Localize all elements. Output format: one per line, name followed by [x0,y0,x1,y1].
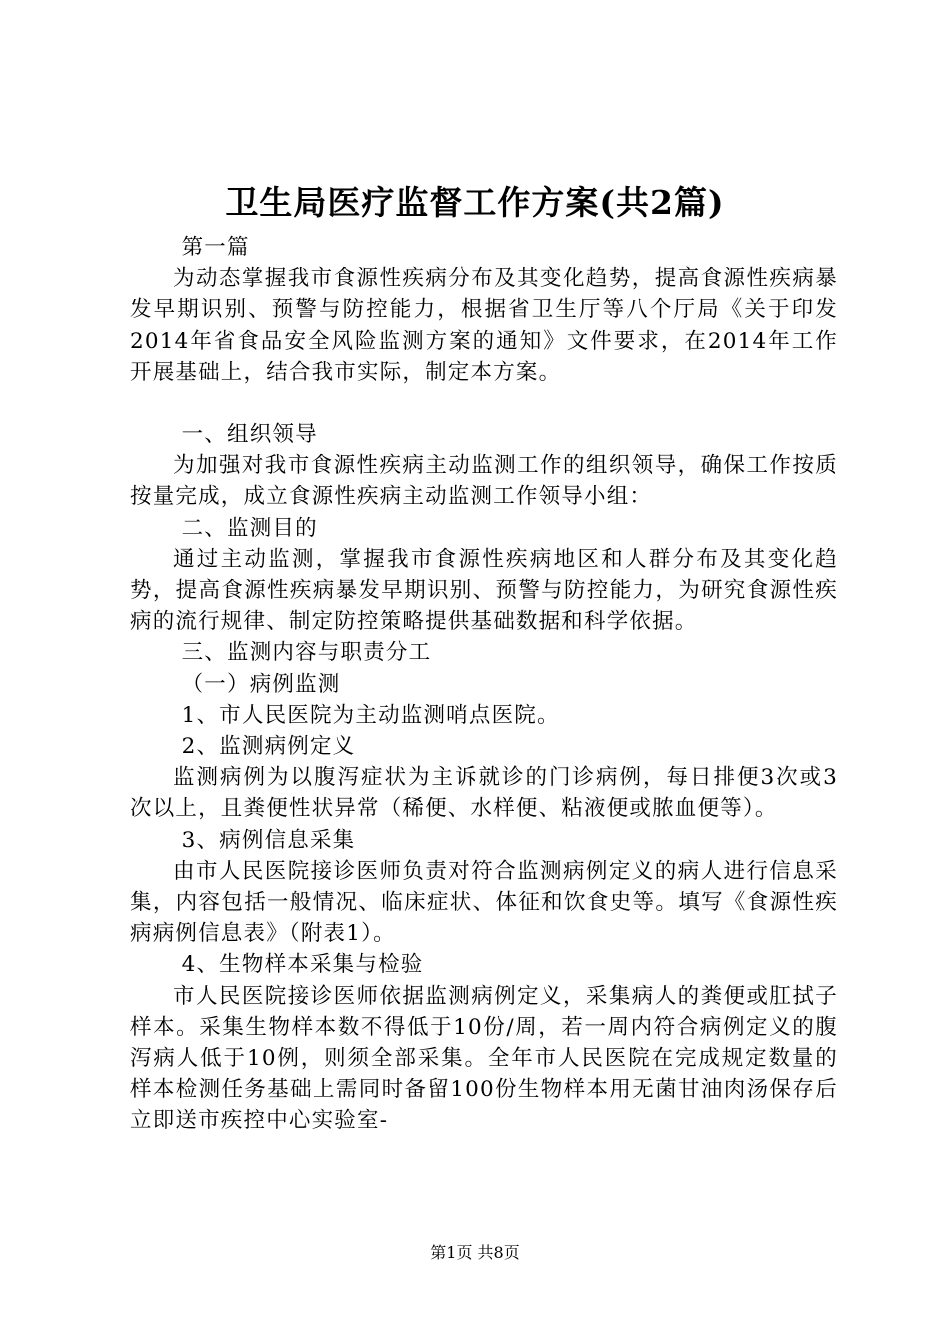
section-heading-purpose: 二、监测目的 [181,515,318,541]
list-item-sentinel-hospital: 1、市人民医院为主动监测哨点医院。 [181,702,560,728]
list-item-info-collection-heading: 3、病例信息采集 [181,827,356,853]
intro-paragraph: 为动态掌握我市食源性疾病分布及其变化趋势，提高食源性疾病暴发早期识别、预警与防控能力，根据省卫生厅等八个厅局《关于印发2014年省食品安全风险监测方案的通知》文件要求，在2014年工作开展基础上，结合我市实际，制定本方案。 [130,266,838,385]
section-text-organization: 为加强对我市食源性疾病主动监测工作的组织领导，确保工作按质按量完成，成立食源性疾病主动监测工作领导小组： [130,453,838,510]
document-body [130,232,838,1137]
section-heading-content: 三、监测内容与职责分工 [181,640,432,666]
paragraph-gap [130,388,838,419]
document-title: 卫生局医疗监督工作方案(共2篇) [225,183,725,222]
part-label: 第一篇 [181,235,250,260]
list-item-sample-testing-heading: 4、生物样本采集与检验 [181,952,424,978]
sample-testing-text: 市人民医院接诊医师依据监测病例定义，采集病人的粪便或肛拭子样本。采集生物样本数不得低于10份/周，若一周内符合病例定义的腹泻病人低于10例，则须全部采集。全年市人民医院在完成规定数量的样本检测任务基础上需同时备留100份生物样本用无菌甘油肉汤保存后立即送市疾控中心实验室- [130,983,838,1134]
section-text-purpose: 通过主动监测，掌握我市食源性疾病地区和人群分布及其变化趋势，提高食源性疾病暴发早期识别、预警与防控能力，为研究食源性疾病的流行规律、制定防控策略提供基础数据和科学依据。 [130,546,838,635]
list-item-case-definition-heading: 2、监测病例定义 [181,734,356,760]
info-collection-text: 由市人民医院接诊医师负责对符合监测病例定义的病人进行信息采集，内容包括一般情况、临床症状、体征和饮食史等。填写《食源性疾病病例信息表》（附表1）。 [130,858,838,947]
section-heading-organization: 一、组织领导 [181,422,318,448]
subsection-heading-case-monitoring: （一）病例监测 [181,671,341,697]
page-footer: 第1页 共8页 [430,1243,520,1262]
case-definition-text: 监测病例为以腹泻症状为主诉就诊的门诊病例，每日排便3次或3次以上，且粪便性状异常（稀便、水样便、粘液便或脓血便等）。 [130,765,838,822]
